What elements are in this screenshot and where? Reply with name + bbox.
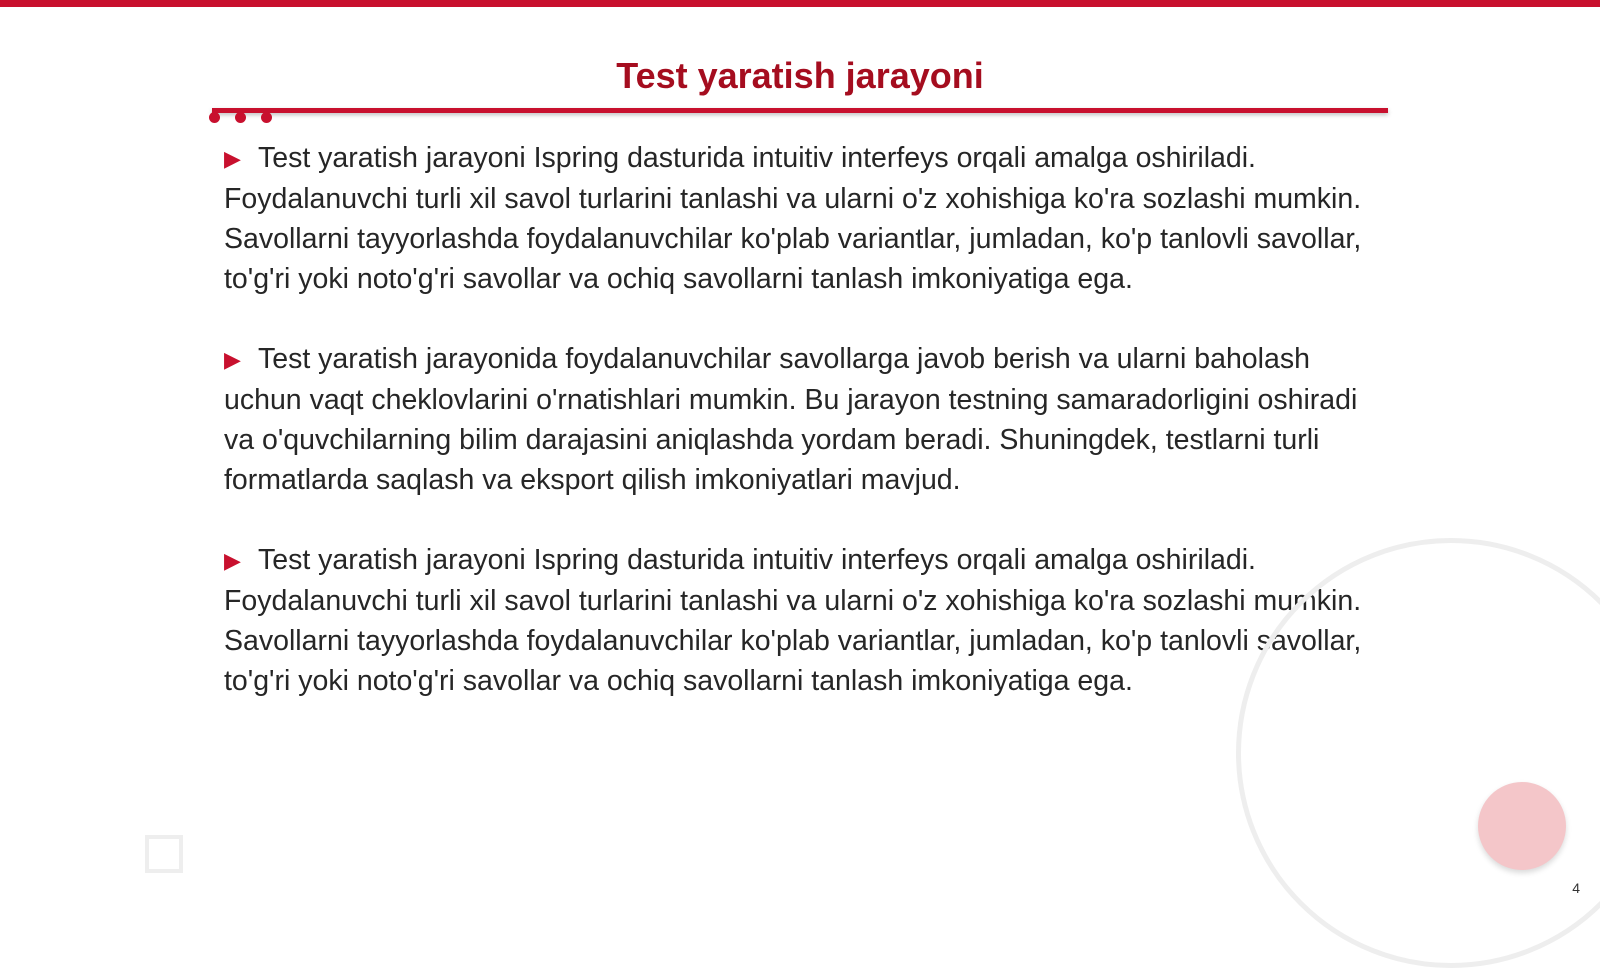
decor-circle xyxy=(1478,782,1566,870)
bullet-item xyxy=(224,540,1384,701)
title-underline xyxy=(212,108,1388,113)
top-accent-bar xyxy=(0,0,1600,7)
bullet-item xyxy=(224,339,1384,500)
triangle-bullet-icon: ▶ xyxy=(224,146,241,171)
decor-square xyxy=(145,835,183,873)
page-number: 4 xyxy=(1572,880,1580,896)
triangle-bullet-icon: ▶ xyxy=(224,548,241,573)
decor-dot xyxy=(261,112,272,123)
decor-dot xyxy=(235,112,246,123)
slide-title: Test yaratish jarayoni xyxy=(616,55,984,96)
bullet-text: Test yaratish jarayoni Ispring dasturida intuitiv interfeys orqali amalga oshiriladi. Foydalanuvchi turli xil savol turlarini tanlashi va ularni o'z xohishiga ko'ra sozlashi mumkin. Savollarni tayyorlashda foydalanuvchilar ko'plab variantlar, jumladan, ko'p tanlovli savollar, to'g'ri yoki noto'g'ri savollar va ochiq savollarni tanlash imkoniyatiga ega. xyxy=(224,142,1362,295)
bullet-text: Test yaratish jarayonida foydalanuvchilar savollarga javob berish va ularni baholash uchun vaqt cheklovlarini o'rnatishlari mumkin. Bu jarayon testning samaradorligini oshiradi va o'quvchilarning bilim darajasini aniqlashda yordam beradi. Shuningdek, testlarni turli formatlarda saqlash va eksport qilish imkoniyatlari mavjud. xyxy=(224,343,1358,496)
decor-dot xyxy=(209,112,220,123)
bullet-item xyxy=(224,138,1384,299)
slide-content xyxy=(224,138,1384,741)
bullet-text: Test yaratish jarayoni Ispring dasturida intuitiv interfeys orqali amalga oshiriladi. Foydalanuvchi turli xil savol turlarini tanlashi va ularni o'z xohishiga ko'ra sozlashi mumkin. Savollarni tayyorlashda foydalanuvchilar ko'plab variantlar, jumladan, ko'p tanlovli savollar, to'g'ri yoki noto'g'ri savollar va ochiq savollarni tanlash imkoniyatiga ega. xyxy=(224,544,1362,697)
triangle-bullet-icon: ▶ xyxy=(224,347,241,372)
